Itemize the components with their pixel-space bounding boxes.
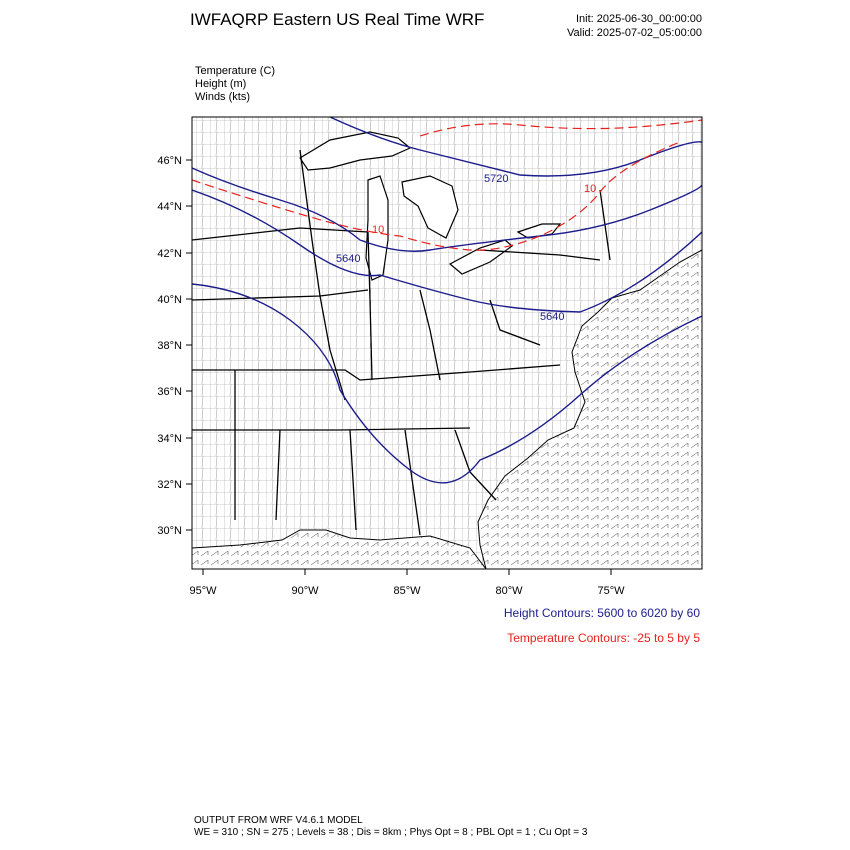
field-height: Height (m)	[195, 78, 247, 90]
temp-label-west: 10	[372, 224, 385, 236]
lon-label-95: 95°W	[189, 585, 217, 597]
init-time: Init: 2025-06-30_00:00:00	[576, 13, 702, 25]
lon-label-75: 75°W	[597, 585, 625, 597]
lon-label-80: 80°W	[495, 585, 523, 597]
lat-label-44: 44°N	[157, 201, 182, 213]
lat-label-34: 34°N	[157, 433, 182, 445]
field-temperature: Temperature (C)	[195, 65, 276, 77]
plot-title: IWFAQRP Eastern US Real Time WRF	[190, 10, 485, 29]
lat-ticks	[186, 160, 192, 530]
lon-label-85: 85°W	[393, 585, 421, 597]
lat-label-32: 32°N	[157, 479, 182, 491]
lat-label-30: 30°N	[157, 525, 182, 537]
temperature-contour-legend: Temperature Contours: -25 to 5 by 5	[507, 631, 700, 645]
lat-label-46: 46°N	[157, 155, 182, 167]
lat-label-42: 42°N	[157, 248, 182, 260]
height-label-5720: 5720	[484, 173, 509, 185]
lat-label-38: 38°N	[157, 340, 182, 352]
lat-label-36: 36°N	[157, 386, 182, 398]
model-info-line2: WE = 310 ; SN = 275 ; Levels = 38 ; Dis = 8km ; Phys Opt = 8 ; PBL Opt = 1 ; Cu Opt = 3	[194, 827, 588, 838]
model-info-line1: OUTPUT FROM WRF V4.6.1 MODEL	[194, 815, 363, 826]
height-label-5640-west: 5640	[336, 253, 361, 265]
temp-label-east: 10	[584, 183, 597, 195]
height-contour-legend: Height Contours: 5600 to 6020 by 60	[503, 606, 700, 620]
field-winds: Winds (kts)	[195, 91, 250, 103]
lon-ticks	[203, 569, 611, 575]
valid-time: Valid: 2025-07-02_05:00:00	[567, 27, 702, 39]
lat-label-40: 40°N	[157, 294, 182, 306]
lon-label-90: 90°W	[291, 585, 319, 597]
height-label-5640-east: 5640	[540, 311, 565, 323]
